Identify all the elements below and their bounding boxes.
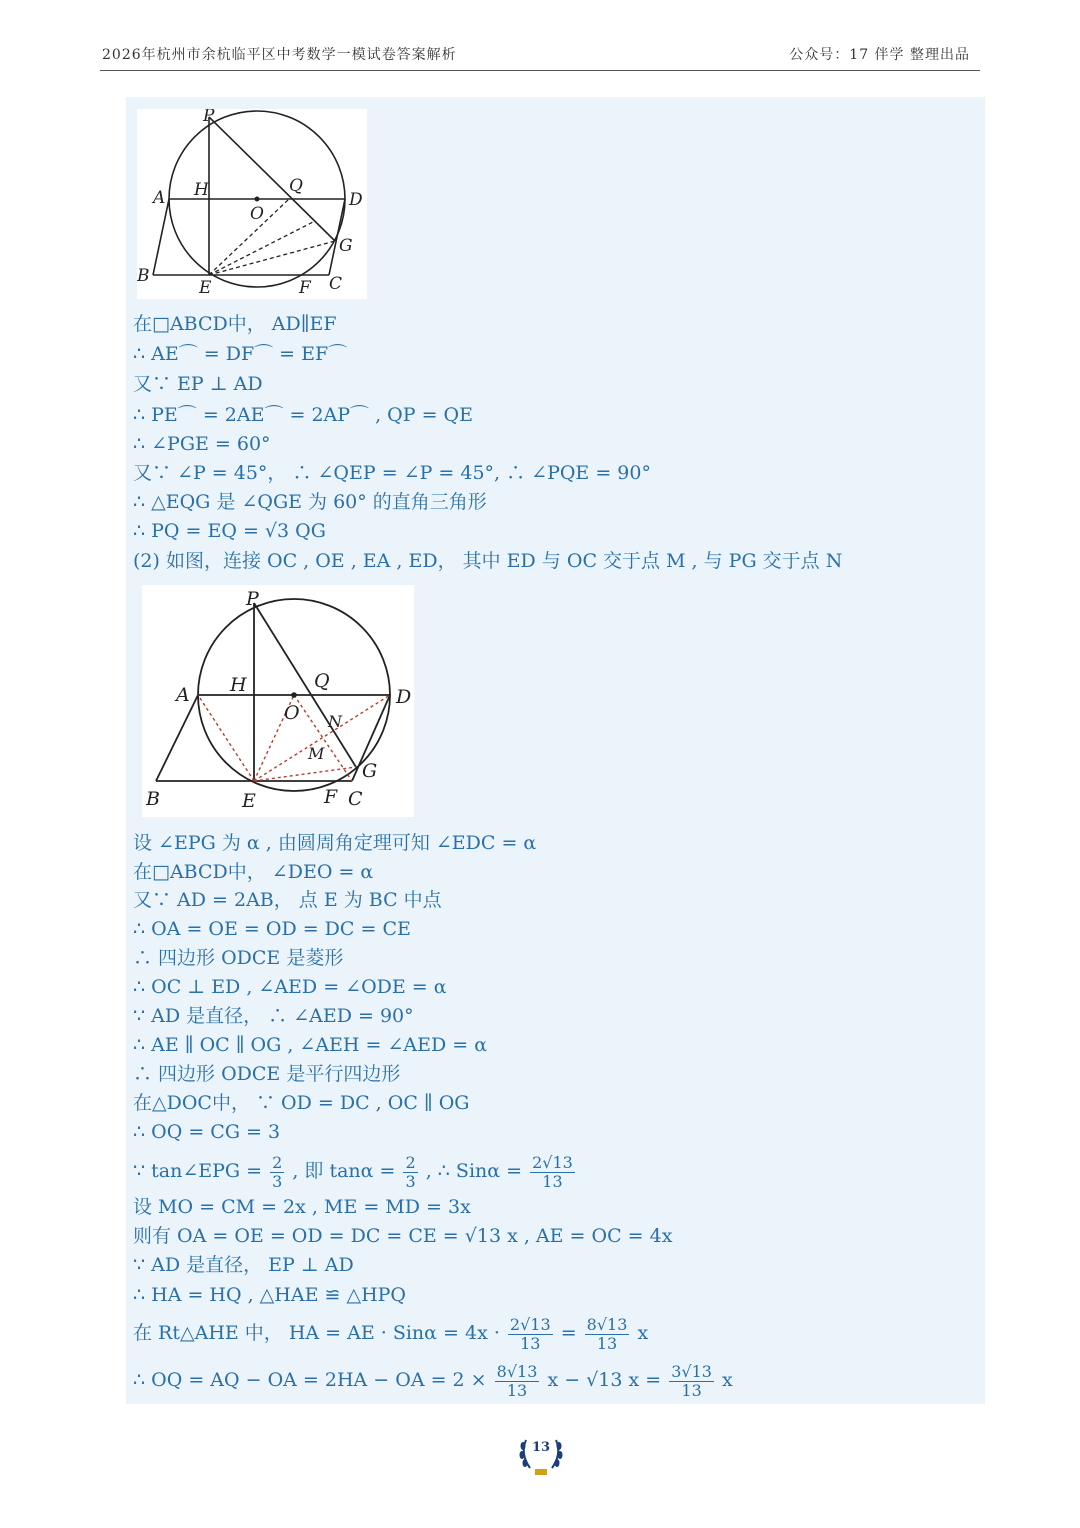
label-G: G [362, 760, 378, 782]
text-line-21: 设 MO = CM = 2x , ME = MD = 3x [133, 1196, 471, 1218]
label-Q: Q [314, 670, 330, 692]
label-F: F [324, 786, 338, 808]
text-line-3: 又∵ EP ⊥ AD [133, 373, 263, 395]
oq-fraction-2 [669, 1363, 714, 1400]
text-line-17: ∴ AE ∥ OC ∥ OG , ∠AEH = ∠AED = α [133, 1034, 488, 1056]
oq-fraction-1 [495, 1363, 540, 1400]
text-line-15: ∴ OC ⊥ ED , ∠AED = ∠ODE = α [133, 976, 447, 998]
text-line-oq [133, 1360, 733, 1400]
text-line-5: ∴ ∠PGE = 60° [133, 433, 271, 455]
label-C: C [348, 788, 363, 810]
label-D: D [349, 190, 363, 210]
text-line-1: 在□ABCD中， AD∥EF [133, 313, 337, 335]
text-line-7: ∴ △EQG 是 ∠QGE 为 60° 的直角三角形 [133, 491, 487, 513]
figure-2 [142, 585, 414, 817]
label-F: F [299, 278, 311, 298]
label-G: G [339, 236, 353, 256]
label-D: D [396, 686, 412, 708]
ha-part-a: 在 Rt△AHE 中， HA = AE · Sinα = 4x · [133, 1322, 500, 1344]
oq-part-c: x [721, 1369, 733, 1391]
label-O: O [250, 204, 264, 224]
tan-fraction-2 [403, 1154, 417, 1191]
text-line-tan [133, 1151, 577, 1191]
oq-part-a: ∴ OQ = AQ − OA = 2HA − OA = 2 × [133, 1369, 487, 1391]
ha-part-b: = [560, 1322, 577, 1344]
tan-part-b: , 即 tanα = [292, 1160, 396, 1182]
text-line-14: ∴ 四边形 ODCE 是菱形 [133, 947, 344, 969]
label-C: C [329, 274, 343, 294]
tan-fraction-3 [530, 1154, 575, 1191]
text-line-18: ∴ 四边形 ODCE 是平行四边形 [133, 1063, 401, 1085]
fraction-numerator: 2 [405, 1152, 416, 1172]
text-line-11: 在□ABCD中， ∠DEO = α [133, 861, 374, 883]
label-H: H [230, 674, 247, 696]
fraction-denominator: 13 [542, 1171, 563, 1191]
fraction-denominator: 3 [405, 1171, 416, 1191]
text-line-23: ∵ AD 是直径， EP ⊥ AD [133, 1254, 354, 1276]
label-P: P [246, 588, 259, 610]
fraction-numerator: 2√13 [509, 1314, 551, 1334]
text-line-22: 则有 OA = OE = OD = DC = CE = √13 x , AE = OC = 4x [133, 1225, 673, 1247]
fraction-numerator: 2√13 [532, 1152, 573, 1172]
figure-2-diagram [142, 585, 414, 817]
text-line-8: ∴ PQ = EQ = √3 QG [133, 520, 326, 542]
ha-fraction-2 [585, 1316, 630, 1353]
label-M: M [308, 744, 325, 763]
page-number-badge [516, 1428, 566, 1478]
label-A: A [176, 684, 190, 706]
fraction-numerator: 3√13 [671, 1361, 712, 1381]
figure-1-diagram [137, 109, 367, 299]
label-B: B [137, 266, 150, 286]
text-line-12: 又∵ AD = 2AB， 点 E 为 BC 中点 [133, 889, 442, 911]
page-header [100, 38, 980, 71]
text-line-6: 又∵ ∠P = 45°， ∴ ∠QEP = ∠P = 45°, ∴ ∠PQE = 90° [133, 462, 651, 484]
tan-part-c: , ∴ Sinα = [425, 1160, 523, 1182]
tan-part-a: ∵ tan∠EPG = [133, 1160, 263, 1182]
label-A: A [153, 188, 166, 208]
header-publisher: 公众号：17 伴学 整理出品 [789, 47, 970, 63]
label-O: O [284, 702, 300, 724]
text-line-20: ∴ OQ = CG = 3 [133, 1121, 281, 1143]
fraction-numerator: 8√13 [496, 1361, 538, 1381]
text-line-10: 设 ∠EPG 为 α , 由圆周角定理可知 ∠EDC = α [133, 832, 537, 854]
text-line-ha [133, 1313, 648, 1353]
text-line-4: ∴ PE⌒ = 2AE⌒ = 2AP⌒ , QP = QE [133, 404, 473, 426]
label-Q: Q [289, 176, 303, 196]
text-line-24: ∴ HA = HQ , △HAE ≌ △HPQ [133, 1284, 406, 1306]
label-N: N [328, 712, 342, 731]
text-line-9: (2) 如图，连接 OC , OE , EA , ED， 其中 ED 与 OC 交于点 M , 与 PG 交于点 N [133, 550, 843, 572]
figure-1 [137, 109, 367, 299]
label-H: H [194, 180, 209, 200]
fraction-numerator: 2 [272, 1152, 283, 1172]
fraction-denominator: 3 [272, 1171, 283, 1191]
ha-fraction-1 [508, 1316, 553, 1353]
label-B: B [146, 788, 160, 810]
tan-fraction-1 [270, 1154, 284, 1191]
text-line-13: ∴ OA = OE = OD = DC = CE [133, 918, 411, 940]
text-line-2: ∴ AE⌒ = DF⌒ = EF⌒ [133, 343, 348, 365]
fraction-denominator: 13 [681, 1380, 702, 1400]
header-title: 2026年杭州市余杭临平区中考数学一模试卷答案解析 [102, 47, 457, 63]
fraction-denominator: 13 [596, 1333, 618, 1353]
label-E: E [199, 278, 212, 298]
label-P: P [203, 109, 215, 126]
oq-part-b: x − √13 x = [547, 1369, 662, 1391]
text-line-19: 在△DOC中， ∵ OD = DC , OC ∥ OG [133, 1092, 470, 1114]
text-line-16: ∵ AD 是直径， ∴ ∠AED = 90° [133, 1005, 414, 1027]
page-number: 13 [531, 1440, 551, 1455]
fraction-numerator: 8√13 [586, 1314, 628, 1334]
fraction-denominator: 13 [520, 1333, 541, 1353]
label-E: E [242, 790, 256, 812]
ha-part-c: x [637, 1322, 649, 1344]
fraction-denominator: 13 [506, 1380, 528, 1400]
